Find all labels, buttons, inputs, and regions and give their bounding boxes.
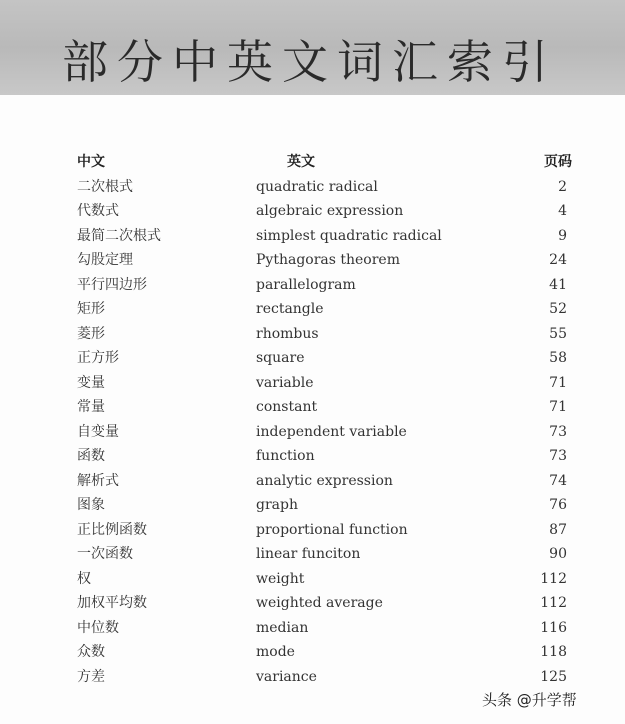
table-header xyxy=(77,150,572,175)
table-row xyxy=(77,224,572,249)
page-number: 52 xyxy=(549,301,567,317)
term-en: median xyxy=(256,619,309,636)
term-en: independent variable xyxy=(256,423,407,440)
term-en: function xyxy=(256,448,315,464)
table-row xyxy=(77,273,572,298)
term-en: square xyxy=(256,350,305,366)
page-number: 73 xyxy=(549,423,567,440)
table-row xyxy=(77,469,572,494)
page-number: 90 xyxy=(549,546,567,562)
term-en: simplest quadratic radical xyxy=(256,227,442,244)
page-number: 73 xyxy=(549,448,567,464)
term-en: weight xyxy=(256,570,305,587)
page-number: 125 xyxy=(540,668,567,685)
watermark: 头条 @升学帮 xyxy=(482,691,577,709)
page-number: 118 xyxy=(540,644,567,660)
term-zh: 解析式 xyxy=(77,472,119,489)
term-zh: 图象 xyxy=(77,497,105,513)
term-zh: 常量 xyxy=(77,399,105,415)
term-en: mode xyxy=(256,644,295,660)
table-row xyxy=(77,297,572,322)
page-number: 4 xyxy=(558,203,567,219)
term-zh: 最简二次根式 xyxy=(77,227,161,244)
table-row xyxy=(77,542,572,567)
page-title: 部分中英文词汇索引 xyxy=(62,35,557,89)
term-zh: 平行四边形 xyxy=(77,276,147,293)
index-table xyxy=(77,150,572,689)
table-row xyxy=(77,371,572,396)
table-row xyxy=(77,640,572,665)
page-number: 9 xyxy=(558,227,567,244)
page-number: 116 xyxy=(540,619,567,636)
term-zh: 正方形 xyxy=(77,350,119,366)
page-number: 2 xyxy=(558,178,567,195)
page-number: 76 xyxy=(549,497,567,513)
page-number: 58 xyxy=(549,350,567,366)
term-zh: 变量 xyxy=(77,374,105,391)
table-row xyxy=(77,322,572,347)
term-zh: 代数式 xyxy=(77,203,119,219)
term-zh: 中位数 xyxy=(77,619,119,636)
table-row xyxy=(77,346,572,371)
page-number: 71 xyxy=(549,374,567,391)
table-row xyxy=(77,444,572,469)
page-number: 71 xyxy=(549,399,567,415)
table-row xyxy=(77,420,572,445)
term-zh: 方差 xyxy=(77,668,105,685)
term-en: Pythagoras theorem xyxy=(256,252,400,268)
term-zh: 菱形 xyxy=(77,325,105,342)
page-number: 24 xyxy=(549,252,567,268)
table-row xyxy=(77,395,572,420)
table-row xyxy=(77,616,572,641)
term-zh: 众数 xyxy=(77,644,105,660)
term-en: graph xyxy=(256,497,298,513)
term-en: quadratic radical xyxy=(256,178,378,195)
page-number: 41 xyxy=(549,276,567,293)
term-en: analytic expression xyxy=(256,472,393,489)
table-row xyxy=(77,567,572,592)
table-row xyxy=(77,665,572,690)
term-zh: 勾股定理 xyxy=(77,252,133,268)
page-number: 74 xyxy=(549,472,567,489)
term-en: algebraic expression xyxy=(256,203,404,219)
term-zh: 加权平均数 xyxy=(77,595,147,611)
term-zh: 一次函数 xyxy=(77,546,133,562)
term-en: parallelogram xyxy=(256,276,356,293)
table-row xyxy=(77,199,572,224)
page-number: 55 xyxy=(549,325,567,342)
table-row xyxy=(77,518,572,543)
term-zh: 自变量 xyxy=(77,423,119,440)
term-zh: 矩形 xyxy=(77,301,105,317)
term-zh: 函数 xyxy=(77,448,105,464)
term-en: rectangle xyxy=(256,301,324,317)
page-number: 112 xyxy=(540,570,567,587)
header-en: 英文 xyxy=(287,154,315,170)
term-en: rhombus xyxy=(256,325,319,342)
table-row xyxy=(77,175,572,200)
page-number: 87 xyxy=(549,521,567,538)
header-page: 页码 xyxy=(544,154,572,170)
header-zh: 中文 xyxy=(77,154,105,170)
term-zh: 正比例函数 xyxy=(77,521,147,538)
table-row xyxy=(77,248,572,273)
term-en: weighted average xyxy=(256,595,383,611)
term-zh: 二次根式 xyxy=(77,178,133,195)
term-en: variable xyxy=(256,374,314,391)
term-en: linear funciton xyxy=(256,546,361,562)
page-number: 112 xyxy=(540,595,567,611)
term-en: proportional function xyxy=(256,521,408,538)
table-row xyxy=(77,493,572,518)
term-en: constant xyxy=(256,399,318,415)
term-en: variance xyxy=(256,668,317,685)
term-zh: 权 xyxy=(77,570,91,587)
table-row xyxy=(77,591,572,616)
